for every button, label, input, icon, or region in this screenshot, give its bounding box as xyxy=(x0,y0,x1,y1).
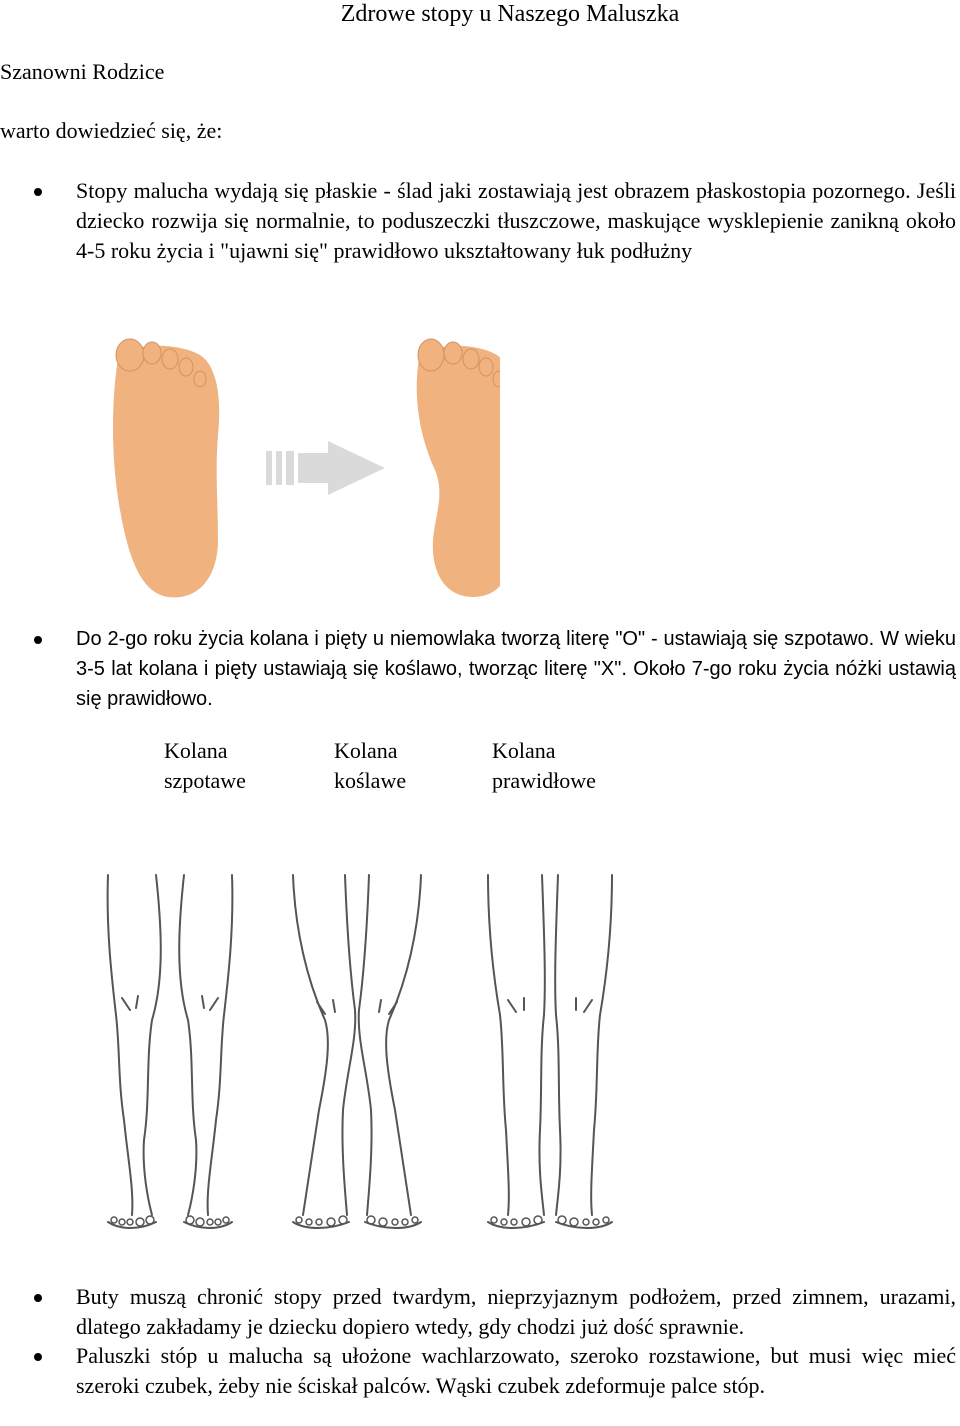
bullet-item-flat-feet xyxy=(76,176,956,266)
legs-illustration xyxy=(100,870,660,1240)
label-normal-knees: Kolana prawidłowe xyxy=(492,738,596,793)
valgus-legs-icon xyxy=(293,875,421,1228)
bullet-dot xyxy=(34,188,42,196)
bullet-text: Buty muszą chronić stopy przed twardym, nieprzyjaznym podłożem, przed zimnem, urazami, dlatego zakładamy je dziecku dopiero wtedy, gdy chodzi już dość sprawnie. xyxy=(76,1284,956,1339)
bullet-text: Paluszki stóp u malucha są ułożone wachlarzowato, szeroko rozstawione, but musi więc mieć szeroki czubek, żeby nie ściskał palców. Wąski czubek zdeformuje palce stóp. xyxy=(76,1343,956,1398)
bullet-item-toes xyxy=(76,1341,956,1401)
normal-legs-icon xyxy=(488,875,612,1228)
bullet-item-knee-development xyxy=(76,624,956,714)
arrow-right-icon xyxy=(266,441,385,495)
flat-foot-icon xyxy=(113,339,219,597)
bullet-dot xyxy=(34,636,42,644)
bullet-item-shoes xyxy=(76,1282,956,1342)
bullet-text: Do 2-go roku życia kolana i pięty u niemowlaka tworzą literę "O" - ustawiają się szpotawo. W wieku 3-5 lat kolana i pięty ustawiają się koślawo, tworząc literę "X". Około 7-go roku życia nóżki ustawią się prawidłowo. xyxy=(76,628,956,710)
intro-text: warto dowiedzieć się, że: xyxy=(0,118,223,143)
page-title: Zdrowe stopy u Naszego Maluszka xyxy=(340,1,680,27)
varus-legs-icon xyxy=(108,875,233,1228)
greeting: Szanowni Rodzice xyxy=(0,59,165,84)
label-varus-knees: Kolana szpotawe xyxy=(164,738,246,793)
bullet-dot xyxy=(34,1353,42,1361)
bullet-dot xyxy=(34,1294,42,1302)
bullet-text: Stopy malucha wydają się płaskie - ślad jaki zostawiają jest obrazem płaskostopia pozornego. Jeśli dziecko rozwija się normalnie, to poduszeczki tłuszczowe, maskujące wysklepienie zanikną około 4-5 roku życia i "ujawni się" prawidłowo ukształtowany łuk podłużny xyxy=(76,178,956,263)
label-valgus-knees: Kolana koślawe xyxy=(334,738,407,793)
arched-foot-icon xyxy=(417,339,500,597)
feet-illustration xyxy=(100,335,500,605)
